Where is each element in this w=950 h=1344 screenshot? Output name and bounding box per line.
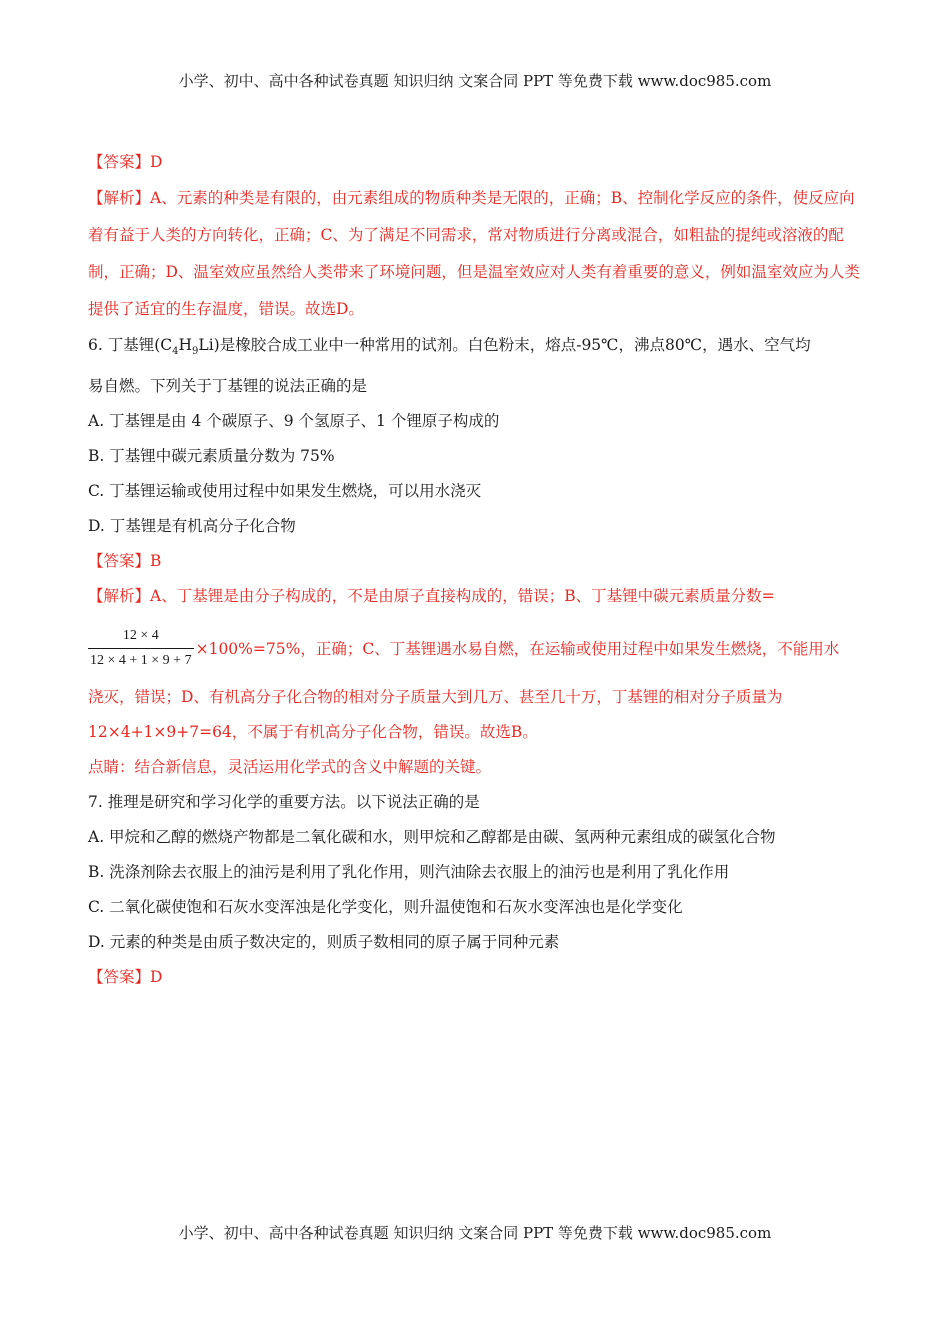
answer-tag: 【答案】 [88, 153, 151, 171]
q6-tip: 点睛：结合新信息，灵活运用化学式的含义中解题的关键。 [88, 758, 492, 777]
q6-option-a: A. 丁基锂是由 4 个碳原子、9 个氢原子、1 个锂原子构成的 [88, 412, 500, 431]
answer-value: D [150, 153, 163, 171]
page-footer: 小学、初中、高中各种试卷真题 知识归纳 文案合同 PPT 等免费下载 www.doc985.com [178, 1224, 772, 1242]
answer-value: B [150, 552, 162, 571]
answer-tag: 【答案】 [88, 968, 151, 987]
q6-fraction-line [88, 620, 868, 676]
analysis-tag: 【解析】 [88, 587, 151, 606]
fraction-numerator: 12 × 4 [122, 627, 159, 643]
q5-answer [88, 145, 868, 180]
mass-fraction-formula [88, 628, 194, 669]
q6-option-c: C. 丁基锂运输或使用过程中如果发生燃烧，可以用水浇灭 [88, 482, 482, 501]
q6-analysis-line3: 浇灭，错误；D、有机高分子化合物的相对分子质量大到几万、甚至几十万，丁基锂的相对分子质量为 [88, 688, 783, 707]
q7-option-c: C. 二氧化碳使饱和石灰水变浑浊是化学变化，则升温使饱和石灰水变浑浊也是化学变化 [88, 898, 683, 917]
analysis-after-fraction: ×100%=75%，正确；C、丁基锂遇水易自燃，在运输或使用过程中如果发生燃烧，不能用水 [195, 640, 840, 659]
answer-value: D [150, 968, 163, 987]
q6-stem-line2: 易自燃。下列关于丁基锂的说法正确的是 [88, 377, 368, 396]
q7-option-d: D. 元素的种类是由质子数决定的，则质子数相同的原子属于同种元素 [88, 933, 560, 952]
q6-analysis-line1: 【解析】A、丁基锂是由分子构成的，不是由原子直接构成的，错误；B、丁基锂中碳元素质量分数= [88, 587, 775, 606]
document-body [88, 145, 868, 995]
q6-option-d: D. 丁基锂是有机高分子化合物 [88, 517, 296, 536]
analysis-tag: 【解析】 [88, 189, 151, 207]
q6-option-b: B. 丁基锂中碳元素质量分数为 75% [88, 447, 335, 466]
fraction-denominator: 12 × 4 + 1 × 9 + 7 [88, 648, 194, 669]
q6-stem-line1: 6. 丁基锂$(C_4H_9Li)$是橡胶合成工业中一种常用的试剂。白色粉末，熔点-95℃，沸点80℃，遇水、空气均 [88, 336, 811, 358]
q6-answer [88, 544, 868, 579]
q7-answer [88, 960, 868, 995]
answer-tag: 【答案】 [88, 552, 151, 571]
q5-analysis [88, 180, 868, 328]
analysis-text: A、元素的种类是有限的，由元素组成的物质种类是无限的，正确；B、控制化学反应的条件，使反应向着有益于人类的方向转化，正确；C、为了满足不同需求，常对物质进行分离或混合，如粗盐的提纯或溶液的配制，正确；D、温室效应虽然给人类带来了环境问题，但是温室效应对人类有着重要的意义，例如温室效应为人类提供了适宜的生存温度，错误。故选D。 [88, 189, 860, 318]
page-header: 小学、初中、高中各种试卷真题 知识归纳 文案合同 PPT 等免费下载 www.doc985.com [178, 72, 772, 90]
q7-option-b: B. 洗涤剂除去衣服上的油污是利用了乳化作用，则汽油除去衣服上的油污也是利用了乳化作用 [88, 863, 730, 882]
q7-option-a: A. 甲烷和乙醇的燃烧产物都是二氧化碳和水，则甲烷和乙醇都是由碳、氢两种元素组成的碳氢化合物 [88, 828, 776, 847]
q6-analysis-line4: 12×4+1×9+7=64，不属于有机高分子化合物，错误。故选B。 [88, 723, 538, 742]
q7-stem: 7. 推理是研究和学习化学的重要方法。以下说法正确的是 [88, 793, 480, 812]
